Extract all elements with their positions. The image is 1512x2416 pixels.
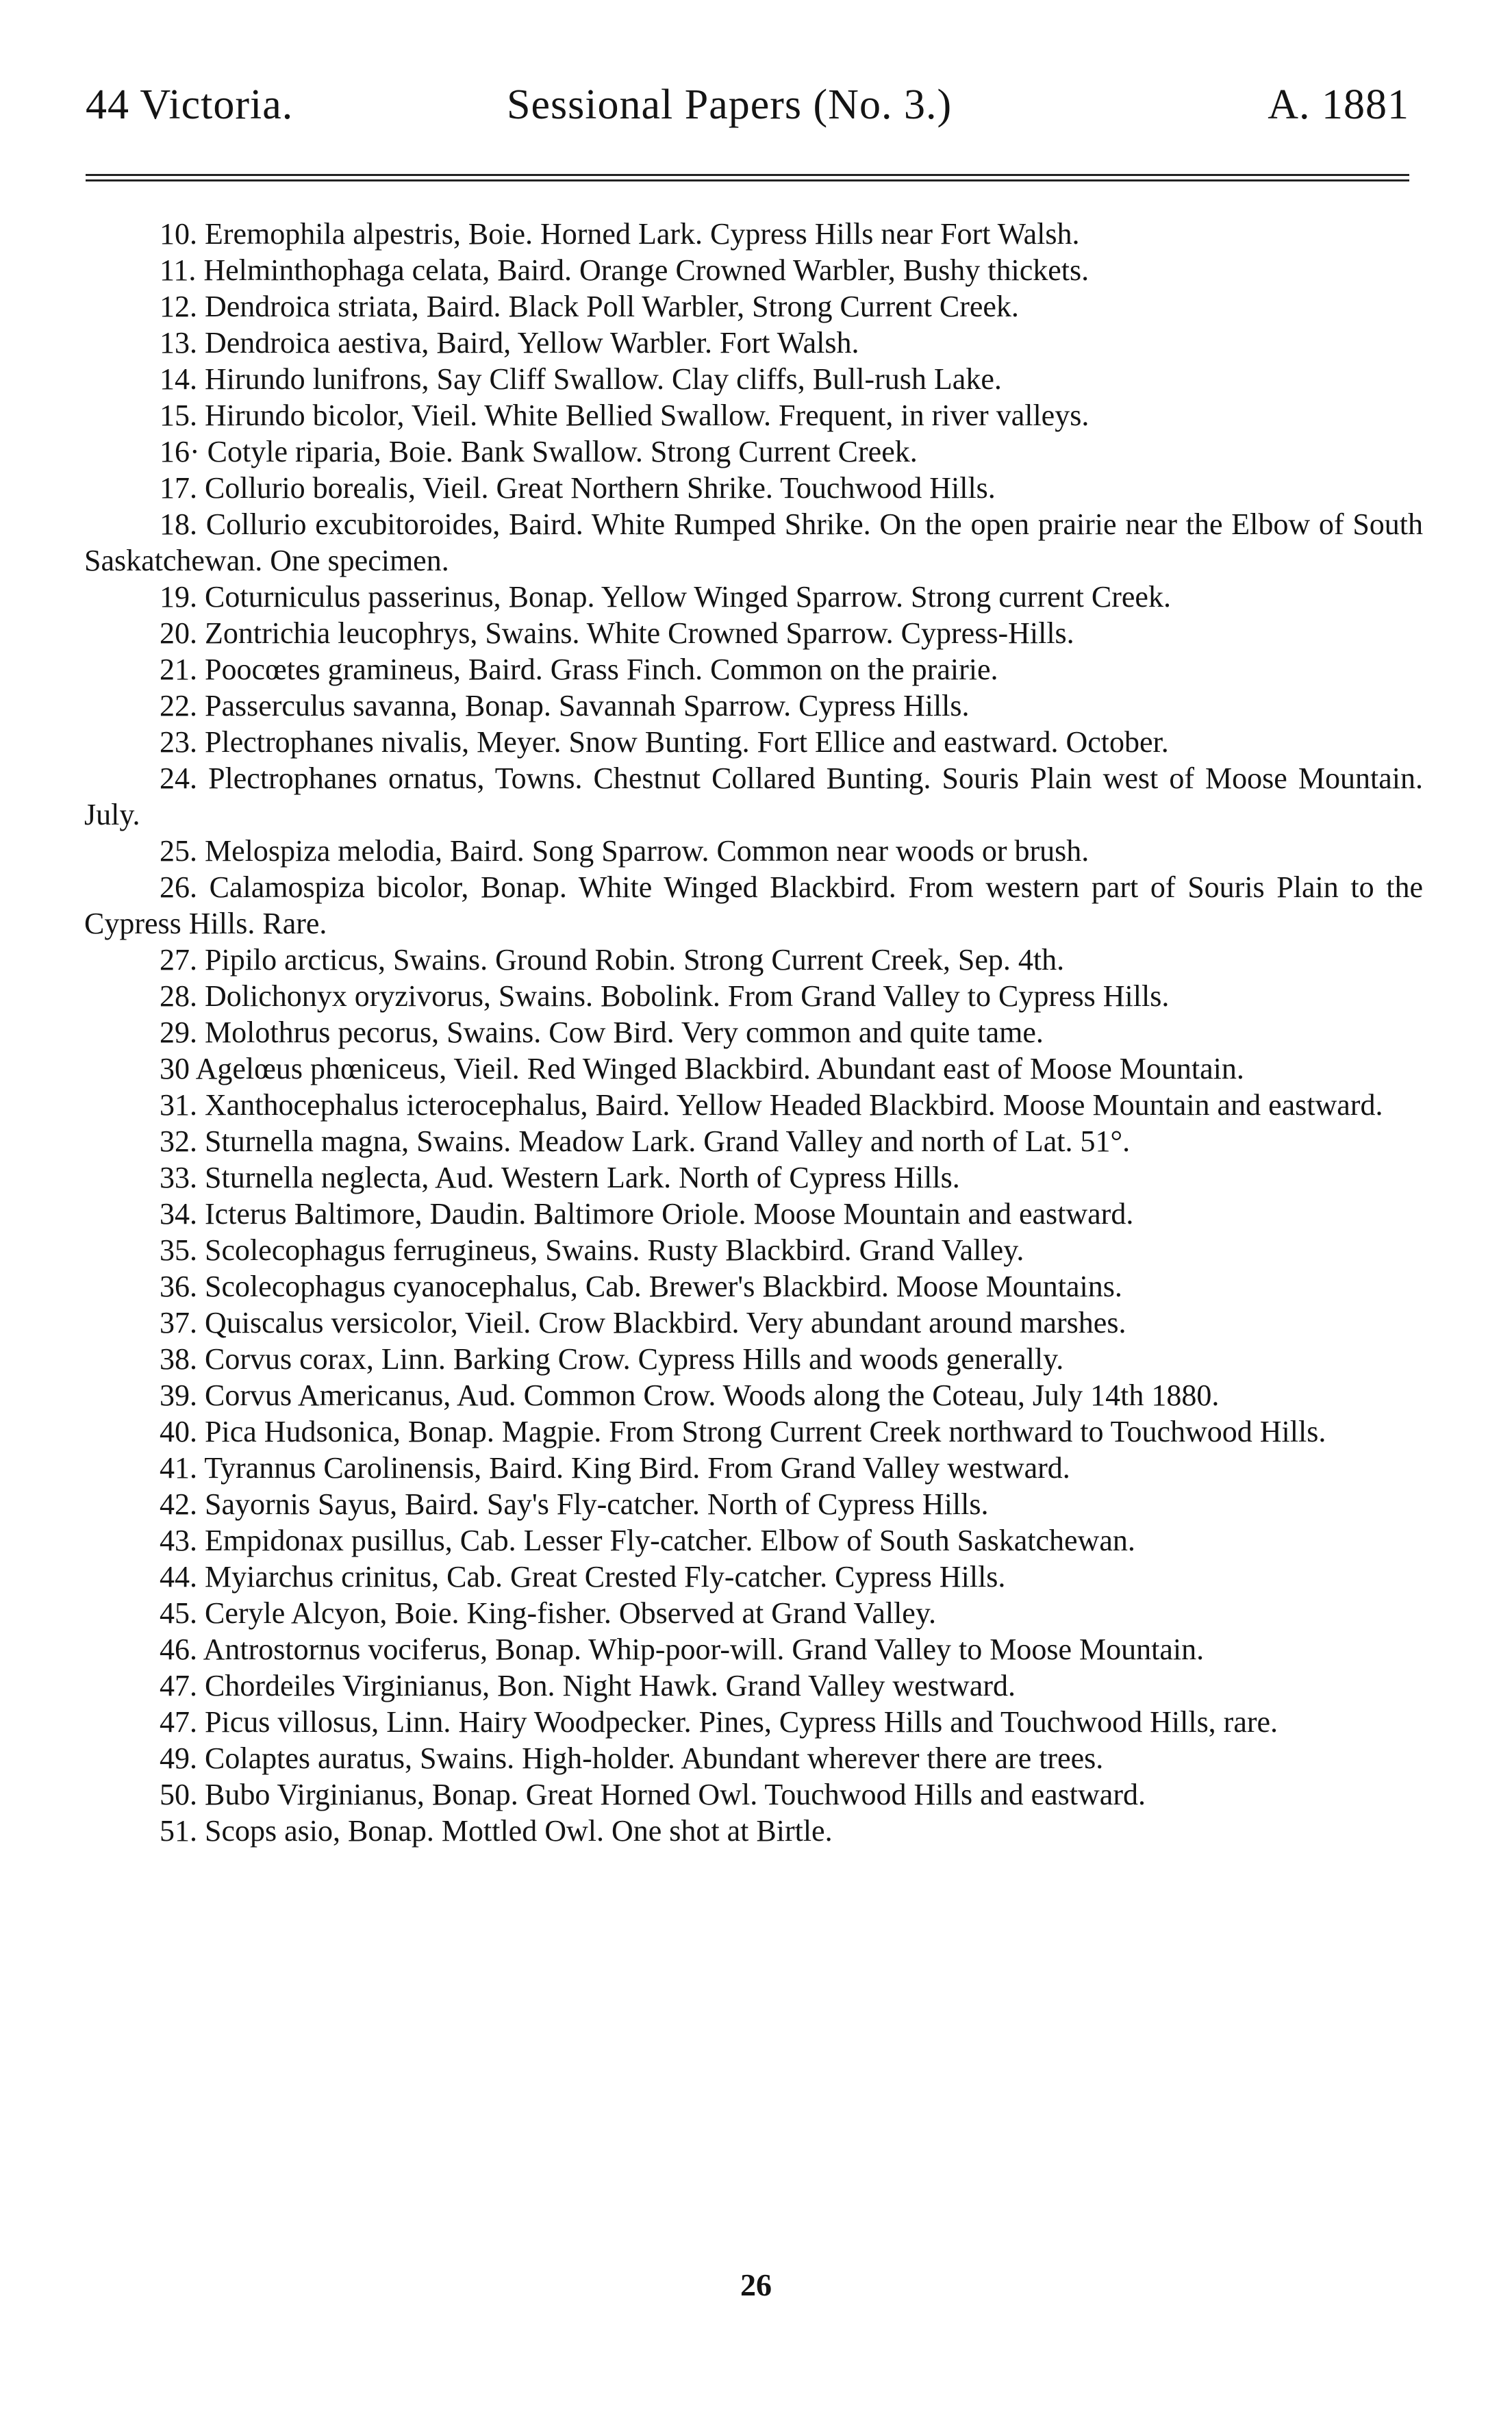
- entry-text: Dolichonyx oryzivorus, Swains. Bobolink. From Grand Valley to Cypress Hills.: [205, 979, 1170, 1013]
- list-item: [84, 1668, 1423, 1704]
- header-year: A. 1881: [1268, 81, 1409, 128]
- entry-text: Scolecophagus cyanocephalus, Cab. Brewer's Blackbird. Moose Mountains.: [205, 1270, 1122, 1303]
- entry-text: Xanthocephalus icterocephalus, Baird. Yellow Headed Blackbird. Moose Mountain and eastward.: [205, 1088, 1383, 1122]
- entry-number: 12.: [160, 290, 197, 323]
- list-item: [84, 1631, 1423, 1668]
- entry-text: Collurio excubitoroides, Baird. White Rumped Shrike. On the open prairie near the Elbow of South Saskatchewan. One specimen.: [84, 507, 1424, 577]
- entry-number: 50.: [160, 1778, 197, 1811]
- list-item: [84, 1087, 1423, 1123]
- list-item: [84, 579, 1423, 615]
- list-item: [84, 760, 1423, 833]
- entry-number: 14.: [160, 362, 197, 396]
- entry-number: 28.: [160, 979, 197, 1013]
- entry-number: 30: [160, 1052, 190, 1085]
- entry-text: Poocœtes gramineus, Baird. Grass Finch. Common on the prairie.: [205, 653, 998, 686]
- entry-number: 31.: [160, 1088, 197, 1122]
- list-item: [84, 1377, 1423, 1413]
- entry-number: 22.: [160, 689, 197, 722]
- list-item: [84, 216, 1423, 252]
- entry-text: Sayornis Sayus, Baird. Say's Fly-catcher. North of Cypress Hills.: [205, 1487, 989, 1521]
- entry-text: Sturnella neglecta, Aud. Western Lark. North of Cypress Hills.: [205, 1161, 960, 1194]
- list-item: [84, 1486, 1423, 1522]
- entry-text: Hirundo lunifrons, Say Cliff Swallow. Clay cliffs, Bull-rush Lake.: [205, 362, 1002, 396]
- entry-number: 16·: [160, 435, 200, 468]
- list-item: [84, 397, 1423, 433]
- list-item: [84, 1813, 1423, 1849]
- list-item: [84, 1196, 1423, 1232]
- list-item: [84, 1305, 1423, 1341]
- entry-number: 46.: [160, 1633, 197, 1666]
- list-item: [84, 942, 1423, 978]
- list-item: [84, 651, 1423, 688]
- entry-text: Bubo Virginianus, Bonap. Great Horned Owl. Touchwood Hills and eastward.: [205, 1778, 1146, 1811]
- entry-text: Molothrus pecorus, Swains. Cow Bird. Very common and quite tame.: [205, 1016, 1044, 1049]
- entry-text: Corvus corax, Linn. Barking Crow. Cypress Hills and woods generally.: [205, 1342, 1064, 1376]
- entry-text: Empidonax pusillus, Cab. Lesser Fly-catcher. Elbow of South Saskatchewan.: [205, 1524, 1135, 1557]
- entry-number: 26.: [160, 870, 197, 904]
- entry-number: 10.: [160, 217, 197, 251]
- list-item: [84, 1159, 1423, 1196]
- entry-text: Zontrichia leucophrys, Swains. White Crowned Sparrow. Cypress-Hills.: [205, 616, 1074, 650]
- list-item: [84, 1413, 1423, 1450]
- entry-text: Coturniculus passerinus, Bonap. Yellow Winged Sparrow. Strong current Creek.: [205, 580, 1171, 614]
- list-item: [84, 1014, 1423, 1050]
- list-item: [84, 1341, 1423, 1377]
- list-item: [84, 433, 1423, 470]
- list-item: [84, 833, 1423, 869]
- entry-number: 49.: [160, 1741, 197, 1775]
- entry-text: Plectrophanes ornatus, Towns. Chestnut Collared Bunting. Souris Plain west of Moose Mountain. July.: [84, 762, 1423, 831]
- header-title: Sessional Papers (No. 3.): [507, 81, 953, 128]
- entry-number: 45.: [160, 1596, 197, 1630]
- running-header: [86, 81, 1409, 142]
- entry-text: Scops asio, Bonap. Mottled Owl. One shot at Birtle.: [205, 1814, 833, 1848]
- list-item: [84, 361, 1423, 397]
- entry-number: 37.: [160, 1306, 197, 1339]
- entry-text: Ceryle Alcyon, Boie. King-fisher. Observed at Grand Valley.: [205, 1596, 936, 1630]
- entry-number: 20.: [160, 616, 197, 650]
- list-item: [84, 869, 1423, 942]
- entry-text: Myiarchus crinitus, Cab. Great Crested Fly-catcher. Cypress Hills.: [205, 1560, 1006, 1594]
- entry-text: Scolecophagus ferrugineus, Swains. Rusty Blackbird. Grand Valley.: [205, 1233, 1024, 1267]
- entry-text: Plectrophanes nivalis, Meyer. Snow Bunting. Fort Ellice and eastward. October.: [205, 725, 1169, 759]
- entry-number: 41.: [160, 1451, 197, 1485]
- list-item: [84, 252, 1423, 288]
- list-item: [84, 978, 1423, 1014]
- entry-text: Sturnella magna, Swains. Meadow Lark. Grand Valley and north of Lat. 51°.: [205, 1124, 1131, 1158]
- entry-number: 40.: [160, 1415, 197, 1448]
- entry-text: Icterus Baltimore, Daudin. Baltimore Oriole. Moose Mountain and eastward.: [205, 1197, 1134, 1231]
- entry-text: Eremophila alpestris, Boie. Horned Lark. Cypress Hills near Fort Walsh.: [205, 217, 1080, 251]
- entry-text: Dendroica aestiva, Baird, Yellow Warbler. Fort Walsh.: [205, 326, 859, 360]
- entry-text: Helminthophaga celata, Baird. Orange Crowned Warbler, Bushy thickets.: [203, 253, 1089, 287]
- list-item: [84, 1522, 1423, 1559]
- entry-number: 43.: [160, 1524, 197, 1557]
- entry-number: 23.: [160, 725, 197, 759]
- entry-text: Melospiza melodia, Baird. Song Sparrow. Common near woods or brush.: [205, 834, 1089, 868]
- entry-number: 47.: [160, 1669, 197, 1702]
- entry-text: Hirundo bicolor, Vieil. White Bellied Swallow. Frequent, in river valleys.: [205, 399, 1089, 432]
- list-item: [84, 1559, 1423, 1595]
- header-rule-bottom: [86, 179, 1409, 181]
- list-item: [84, 1268, 1423, 1305]
- list-item: [84, 615, 1423, 651]
- page-number: 26: [740, 2267, 772, 2302]
- list-item: [84, 724, 1423, 760]
- list-item: [84, 1232, 1423, 1268]
- entry-text: Cotyle riparia, Boie. Bank Swallow. Strong Current Creek.: [207, 435, 918, 468]
- list-item: [84, 325, 1423, 361]
- entry-number: 35.: [160, 1233, 197, 1267]
- list-item: [84, 470, 1423, 506]
- entry-text: Pica Hudsonica, Bonap. Magpie. From Strong Current Creek northward to Touchwood Hills.: [205, 1415, 1326, 1448]
- entry-number: 44.: [160, 1560, 197, 1594]
- list-item: [84, 1595, 1423, 1631]
- species-list: [84, 216, 1423, 1849]
- list-item: [84, 506, 1423, 579]
- entry-number: 11.: [160, 253, 197, 287]
- entry-number: 21.: [160, 653, 197, 686]
- entry-text: Picus villosus, Linn. Hairy Woodpecker. Pines, Cypress Hills and Touchwood Hills, rare.: [205, 1705, 1278, 1739]
- list-item: [84, 1050, 1423, 1087]
- entry-number: 15.: [160, 399, 197, 432]
- entry-text: Chordeiles Virginianus, Bon. Night Hawk. Grand Valley westward.: [205, 1669, 1016, 1702]
- entry-text: Passerculus savanna, Bonap. Savannah Sparrow. Cypress Hills.: [205, 689, 970, 722]
- list-item: [84, 1123, 1423, 1159]
- list-item: [84, 688, 1423, 724]
- entry-text: Corvus Americanus, Aud. Common Crow. Woods along the Coteau, July 14th 1880.: [205, 1379, 1220, 1412]
- entry-text: Dendroica striata, Baird. Black Poll Warbler, Strong Current Creek.: [205, 290, 1019, 323]
- entry-number: 19.: [160, 580, 197, 614]
- header-rule-top: [86, 174, 1409, 176]
- entry-text: Quiscalus versicolor, Vieil. Crow Blackbird. Very abundant around marshes.: [205, 1306, 1126, 1339]
- list-item: [84, 1776, 1423, 1813]
- entry-number: 27.: [160, 943, 197, 977]
- entry-number: 17.: [160, 471, 197, 505]
- entry-number: 32.: [160, 1124, 197, 1158]
- entry-text: Tyrannus Carolinensis, Baird. King Bird. From Grand Valley westward.: [204, 1451, 1070, 1485]
- entry-text: Pipilo arcticus, Swains. Ground Robin. Strong Current Creek, Sep. 4th.: [205, 943, 1065, 977]
- header-volume: 44 Victoria.: [86, 81, 294, 128]
- entry-number: 18.: [160, 507, 197, 541]
- list-item: [84, 288, 1423, 325]
- entry-number: 51.: [160, 1814, 197, 1848]
- entry-number: 39.: [160, 1379, 197, 1412]
- entry-number: 34.: [160, 1197, 197, 1231]
- entry-number: 33.: [160, 1161, 197, 1194]
- entry-number: 42.: [160, 1487, 197, 1521]
- entry-number: 29.: [160, 1016, 197, 1049]
- entry-number: 36.: [160, 1270, 197, 1303]
- entry-number: 47.: [160, 1705, 197, 1739]
- list-item: [84, 1450, 1423, 1486]
- entry-text: Agelœus phœniceus, Vieil. Red Winged Blackbird. Abundant east of Moose Mountain.: [195, 1052, 1244, 1085]
- list-item: [84, 1740, 1423, 1776]
- entry-text: Colaptes auratus, Swains. High-holder. Abundant wherever there are trees.: [205, 1741, 1104, 1775]
- list-item: [84, 1704, 1423, 1740]
- entry-text: Collurio borealis, Vieil. Great Northern Shrike. Touchwood Hills.: [205, 471, 996, 505]
- entry-number: 24.: [160, 762, 197, 795]
- entry-number: 25.: [160, 834, 197, 868]
- entry-number: 13.: [160, 326, 197, 360]
- entry-number: 38.: [160, 1342, 197, 1376]
- entry-text: Antrostornus vociferus, Bonap. Whip-poor-will. Grand Valley to Moose Mountain.: [203, 1633, 1205, 1666]
- entry-text: Calamospiza bicolor, Bonap. White Winged Blackbird. From western part of Souris Plain to the Cypress Hills. Rare.: [84, 870, 1424, 940]
